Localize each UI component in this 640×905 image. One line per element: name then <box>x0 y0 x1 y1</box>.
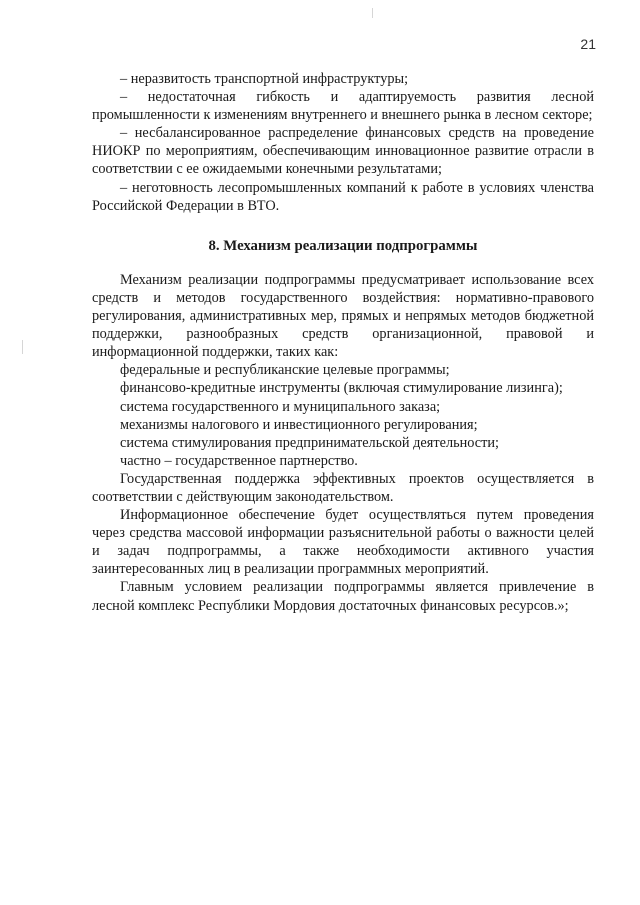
info-paragraph: Информационное обеспечение будет осуществляться путем проведения через средства массовой информации разъяснительной работы о важности целей и задач подпрограммы, а также необходимости активного участия заинтересованных лиц в реализации программных мероприятий. <box>92 507 594 578</box>
list-item: – несбалансированное распределение финансовых средств на проведение НИОКР по мероприятиям, обеспечивающим инновационное развитие отрасли в соответствии с ее ожидаемыми конечными результатами; <box>92 125 594 178</box>
list-item: механизмы налогового и инвестиционного регулирования; <box>120 416 478 433</box>
intro-paragraph: Механизм реализации подпрограммы предусматривает использование всех средств и методов государственного воздействия: нормативно-правового регулирования, административных мер, прямых и непрямых методов бюджетной поддержки, разнообразных средств организационной, правовой и информационной поддержки, таких как: <box>92 271 594 361</box>
document-body <box>92 70 594 615</box>
support-paragraph: Государственная поддержка эффективных проектов осуществляется в соответствии с действующим законодательством. <box>92 470 594 505</box>
list-item: финансово-кредитные инструменты (включая стимулирование лизинга); <box>120 380 563 397</box>
list-item: система стимулирования предпринимательской деятельности; <box>120 434 499 451</box>
section-heading: 8. Механизм реализации подпрограммы <box>208 237 478 254</box>
list-item: – неразвитость транспортной инфраструктуры; <box>120 71 409 87</box>
list-item: система государственного и муниципального заказа; <box>120 398 441 415</box>
main-condition-paragraph: Главным условием реализации подпрограммы является привлечение в лесной комплекс Республики Мордовия достаточных финансовых ресурсов.»; <box>92 579 594 614</box>
list-item: – недостаточная гибкость и адаптируемость развития лесной промышленности к изменениям внутреннего и внешнего рынка в лесном секторе; <box>92 89 594 124</box>
scan-artifact-line <box>22 340 23 354</box>
list-item: частно – государственное партнерство. <box>120 452 358 469</box>
page-number: 21 <box>580 36 596 52</box>
scan-artifact-line <box>372 8 373 18</box>
list-item: – неготовность лесопромышленных компаний к работе в условиях членства Российской Федерации в ВТО. <box>92 179 594 214</box>
list-item: федеральные и республиканские целевые программы; <box>120 362 450 379</box>
